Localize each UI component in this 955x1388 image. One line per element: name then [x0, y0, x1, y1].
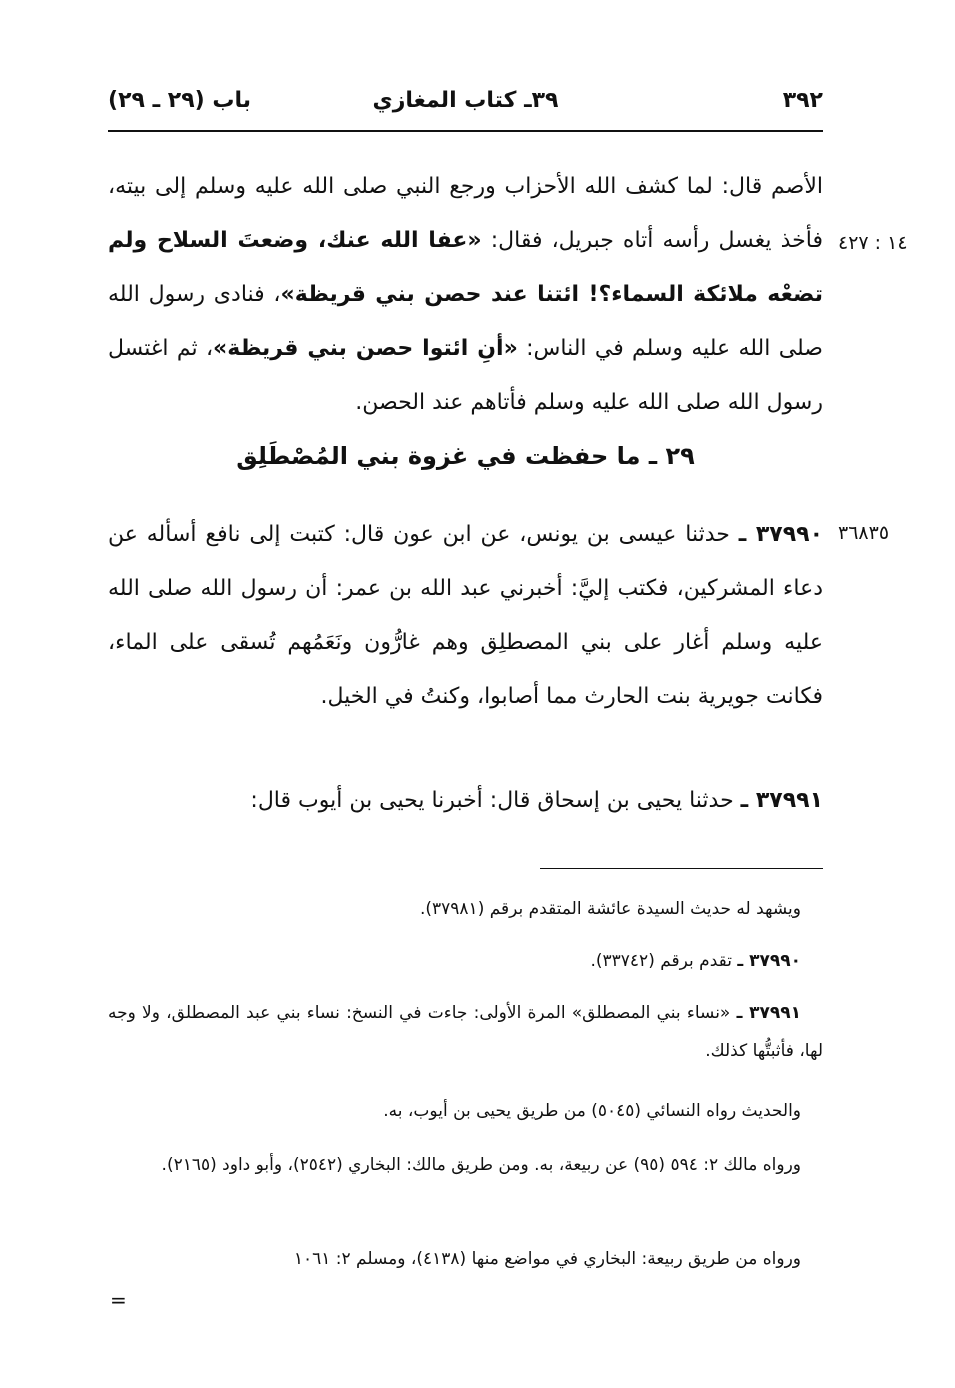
hadith-text: حدثنا يحيى بن إسحاق قال: أخبرنا يحيى بن أيوب قال:: [250, 788, 741, 813]
hadith-paragraph: [108, 508, 823, 724]
page-number: ٣٩٢: [782, 88, 823, 113]
footnote-text: والحديث رواه النسائي (٥٠٤٥) من طريق يحيى بن أيوب، به.: [383, 1101, 801, 1121]
page-header: [108, 88, 823, 128]
margin-reference: ١٤ : ٤٢٧: [838, 232, 908, 254]
continuation-mark: =: [110, 1288, 127, 1312]
quotation: «عفا الله عنك، وضعتَ السلاح ولم تضعْه ملائكة السماء؟! ائتنا عند حصن بني قريظة»: [108, 228, 823, 307]
chapter-range: باب (٢٩ ـ ٢٩): [108, 88, 251, 113]
footnote: [108, 1092, 823, 1130]
paragraph-text: ، فنادى رسول الله صلى الله عليه وسلم في الناس:: [108, 282, 823, 361]
footnote-text: ويشهد له حديث السيدة عائشة المتقدم برقم (٣٧٩٨١).: [419, 899, 801, 919]
footnote: [108, 942, 823, 980]
quotation: «أنِ ائتوا حصن بني قريظة»: [213, 336, 518, 361]
margin-reference: ٣٦٨٣٥: [838, 522, 890, 544]
footnote-text: ورواه مالك ٢: ٥٩٤ (٩٥) عن ربيعة، به. ومن طريق مالك: البخاري (٢٥٤٢)، وأبو داود (٢١٦٥).: [161, 1155, 801, 1175]
footnote: [108, 890, 823, 928]
footnote-number: ٣٧٩٩١ ـ: [736, 1003, 801, 1023]
footnote-text: ورواه من طريق ربيعة: البخاري في مواضع منها (٤١٣٨)، ومسلم ٢: ١٠٦١: [293, 1249, 801, 1269]
footnote-text: تقدم برقم (٣٣٧٤٢).: [590, 951, 738, 971]
header-divider: [108, 130, 823, 132]
hadith-text: حدثنا عيسى بن يونس، عن ابن عون قال: كتبت إلى نافع أسأله عن دعاء المشركين، فكتب إليَّ: أخبرني عبد الله بن عمر: أن رسول الله صلى الله عليه وسلم أغار على بني المصطلِق وهم غارُّون ونَعَمُهم تُسقى على الماء، فكانت جويرية بنت الحارث مما أصابوا، وكنتُ في الخيل.: [108, 522, 823, 709]
footnote: [108, 1240, 823, 1278]
section-heading: ٢٩ ـ ما حفظت في غزوة بني المُصْطَلِق: [236, 442, 695, 470]
paragraph-text: ، ثم اغتسل رسول الله صلى الله عليه وسلم فأتاهم عند الحصن.: [108, 336, 823, 415]
footnote-text: «نساء بني المصطلق» المرة الأولى: جاءت في النسخ: نساء بني عبد المصطلق، ولا وجه لها، فأثبتُّها كذلك.: [108, 1003, 823, 1061]
footnote-divider: [540, 868, 823, 869]
footnote-number: ٣٧٩٩٠ ـ: [737, 951, 801, 971]
footnote: [108, 994, 823, 1070]
hadith-paragraph: [108, 774, 823, 828]
footnote: [108, 1146, 823, 1184]
hadith-number: ٣٧٩٩٠ ـ: [738, 522, 823, 547]
opening-paragraph: [108, 160, 823, 430]
paragraph-text: الأصم قال: لما كشف الله الأحزاب ورجع النبي صلى الله عليه وسلم إلى بيته، فأخذ يغسل رأسه أتاه جبريل، فقال:: [108, 174, 823, 253]
hadith-number: ٣٧٩٩١ ـ: [740, 788, 823, 813]
book-title: ٣٩ـ كتاب المغازي: [372, 88, 559, 113]
